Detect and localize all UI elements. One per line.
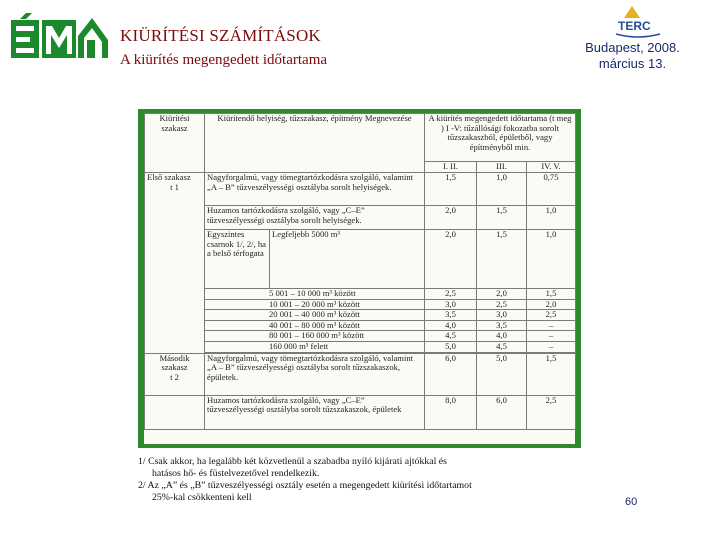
table-cell: 2,0 (425, 206, 477, 230)
table-cell: 1,0 (527, 230, 576, 289)
header-section: Kiürítési szakasz (145, 114, 205, 173)
table-row: 5 001 – 10 000 m³ között (205, 289, 425, 300)
egyszintes-cell (205, 230, 425, 289)
empty-cell (145, 395, 205, 429)
table-cell: 2,0 (425, 230, 477, 289)
footnote-1-line-2: hatásos hő- és füstelvezetővel rendelkezik. (152, 468, 320, 479)
table-cell: 4,5 (425, 331, 477, 342)
footnote-2-line-1: 2/ Az „A” és „B” tűzveszélyességi osztály esetén a megengedett kiürítési időtartamot (138, 480, 472, 491)
table-cell: 1,5 (527, 353, 576, 395)
page-number: 60 (625, 496, 638, 508)
table-cell: – (527, 331, 576, 342)
table-cell: 6,0 (425, 353, 477, 395)
subheader-i-ii: I. II. (425, 162, 477, 173)
header-duration: A kiürítés megengedett időtartama (t meg ) I -V: tűzállósági fokozatba sorolt tűzszakaszból, épületből, vagy építményből min. (425, 114, 576, 162)
table-cell: 1,0 (477, 173, 527, 206)
table-cell: 4,0 (425, 320, 477, 331)
second-section-label: Második szakasz (159, 353, 190, 373)
table-cell: 3,0 (425, 299, 477, 310)
first-section-label: Első szakasz (147, 172, 191, 182)
subheader-iii: III. (477, 162, 527, 173)
table-cell: – (527, 341, 576, 352)
table-row: Nagyforgalmú, vagy tömegtartózkodásra szolgáló, valamint „A – B” tűzveszélyességi osztályba sorolt helyiségek. (205, 173, 425, 206)
table-row: Huzamos tartózkodásra szolgáló, vagy „C–E” tűzveszélyességi osztályba sorolt helyiségek. (205, 206, 425, 230)
table-cell: 3,5 (425, 310, 477, 321)
svg-text:TERC: TERC (618, 19, 651, 33)
first-section-cell (145, 173, 205, 354)
header-description: Kiürítendő helyiség, tűzszakasz, építmény Megnevezése (205, 114, 425, 173)
table-cell: 3,0 (477, 310, 527, 321)
table-cell: 2,5 (425, 289, 477, 300)
table-row: Nagyforgalmú, vagy tömegtartózkodásra szolgáló, valamint „A – B” tűzveszélyességi osztályba sorolt tűzszakaszok, épületek. (205, 353, 425, 395)
footnotes (138, 456, 578, 504)
emi-logo-icon (10, 10, 110, 60)
table-cell: 1,0 (527, 206, 576, 230)
first-section-symbol: t 1 (170, 181, 179, 192)
page-title: KIÜRÍTÉSI SZÁMÍTÁSOK (120, 26, 321, 45)
table-row: Huzamos tartózkodásra szolgáló, vagy „C–E” tűzveszélyességi osztályba sorolt tűzszakaszok, épületek (205, 395, 425, 429)
table-cell: 2,5 (477, 299, 527, 310)
table-cell: 3,5 (477, 320, 527, 331)
footnote-1-line-1: 1/ Csak akkor, ha legalább két közvetlenül a szabadba nyíló kijárati ajtókkal és (138, 456, 447, 467)
table-cell: 0,75 (527, 173, 576, 206)
table-row: 40 001 – 80 000 m³ között (205, 320, 425, 331)
table-cell: – (527, 320, 576, 331)
date-line-2: március 13. (598, 56, 667, 71)
table-cell: 5,0 (425, 341, 477, 352)
table-row: 20 001 – 40 000 m³ között (205, 310, 425, 321)
table-cell: 1,5 (477, 206, 527, 230)
footnote-2-line-2: 25%-kal csökkenteni kell (152, 492, 252, 503)
table-cell: 2,5 (527, 310, 576, 321)
subheader-iv-v: IV. V. (527, 162, 576, 173)
table-row: 10 001 – 20 000 m³ között (205, 299, 425, 310)
date-line-1: Budapest, 2008. (585, 40, 680, 55)
table-cell: 1,5 (527, 289, 576, 300)
table-cell: 2,5 (527, 395, 576, 429)
table-cell: 1,5 (477, 230, 527, 289)
egyszintes-first-desc: Legfeljebb 5000 m³ (272, 229, 340, 239)
table-cell: 2,0 (477, 289, 527, 300)
table-cell: 4,5 (477, 341, 527, 352)
egyszintes-label: Egyszintes csarnok 1/, 2/, ha a belső térfogata (205, 230, 270, 288)
evacuation-table (144, 113, 575, 444)
second-section-symbol: t 2 (170, 371, 179, 382)
page-subtitle: A kiürítés megengedett időtartama (120, 52, 328, 68)
table-cell: 1,5 (425, 173, 477, 206)
table-cell: 4,0 (477, 331, 527, 342)
second-section-cell (145, 353, 205, 395)
date-label (575, 40, 690, 72)
table-cell: 8,0 (425, 395, 477, 429)
table-cell: 5,0 (477, 353, 527, 395)
table-row: 160 000 m³ felett (205, 341, 425, 352)
table-row: 80 001 – 160 000 m³ között (205, 331, 425, 342)
table-cell: 6,0 (477, 395, 527, 429)
terc-logo-icon (612, 4, 664, 42)
table-cell: 2,0 (527, 299, 576, 310)
